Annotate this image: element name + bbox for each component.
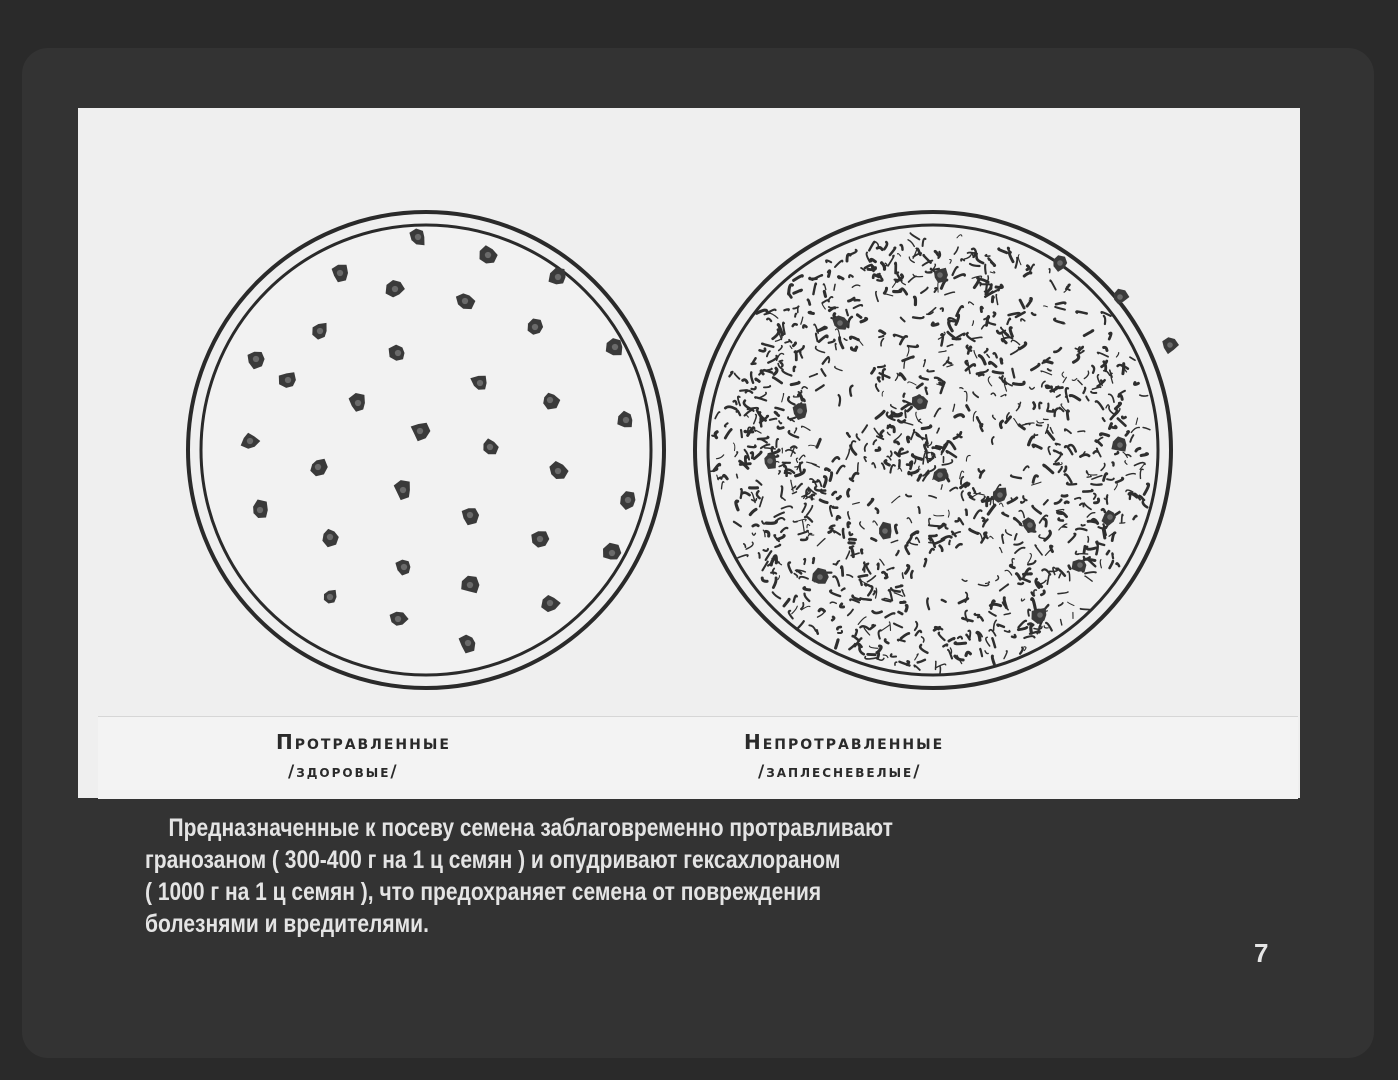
seed-center [1107, 514, 1113, 520]
mold-speck [737, 474, 738, 477]
mold-speck [908, 437, 909, 441]
mold-speck [1050, 546, 1052, 552]
mold-speck [795, 314, 796, 317]
mold-speck [902, 573, 903, 578]
seed-center [355, 400, 361, 406]
mold-speck [794, 367, 795, 371]
seed-center [1117, 294, 1123, 300]
mold-speck [908, 345, 918, 346]
seed-center [467, 512, 473, 518]
mold-speck [1091, 484, 1101, 485]
mold-speck [809, 312, 813, 313]
mold-speck [980, 424, 982, 431]
mold-speck [929, 525, 940, 526]
seed-center [547, 397, 553, 403]
mold-speck [858, 463, 859, 471]
mold-speck [828, 271, 829, 277]
slide-description [145, 812, 1111, 940]
seed-center [555, 468, 561, 474]
mold-speck [906, 606, 907, 611]
mold-speck [841, 567, 842, 576]
seed-center [767, 458, 773, 464]
mold-speck [785, 472, 791, 473]
seed-center [467, 582, 473, 588]
seed-center [1117, 442, 1123, 448]
mold-speck [848, 490, 849, 497]
mold-speck [761, 371, 763, 374]
mold-speck [849, 539, 855, 540]
mold-speck [878, 377, 880, 381]
mold-speck [1113, 462, 1114, 465]
mold-speck [966, 361, 968, 365]
seed-center [401, 564, 407, 570]
mold-speck [898, 640, 905, 642]
seed-center [1077, 562, 1083, 568]
mold-speck [804, 559, 805, 564]
mold-speck [1096, 544, 1097, 555]
seed-center [257, 507, 263, 513]
mold-speck [899, 612, 903, 614]
mold-speck [1078, 431, 1085, 432]
mold-speck [835, 343, 836, 349]
seed-center [817, 574, 823, 580]
mold-speck [1018, 583, 1023, 584]
mold-speck [795, 352, 796, 360]
mold-speck [1076, 312, 1086, 314]
seed-center [395, 350, 401, 356]
mold-speck [873, 591, 875, 594]
mold-speck [926, 272, 932, 273]
seed-center [327, 594, 333, 600]
seed-center [1037, 612, 1043, 618]
seed-center [317, 328, 323, 334]
mold-speck [824, 291, 825, 296]
mold-speck [1088, 521, 1097, 522]
mold-speck [1047, 404, 1048, 411]
mold-speck [781, 486, 782, 496]
mold-speck [778, 427, 783, 429]
mold-speck [885, 574, 887, 578]
seed-center [285, 377, 291, 383]
mold-speck [1069, 566, 1070, 569]
mold-speck [861, 550, 862, 553]
seed-center [1027, 522, 1033, 528]
mold-speck [1054, 463, 1059, 464]
seed-center [997, 492, 1003, 498]
mold-speck [987, 497, 988, 505]
seed-center [253, 356, 259, 362]
mold-speck [736, 501, 738, 510]
mold-speck [878, 275, 881, 277]
mold-speck [896, 586, 902, 588]
mold-speck [832, 617, 834, 620]
seed-center [537, 536, 543, 542]
mold-speck [808, 300, 810, 305]
seed-center [392, 286, 398, 292]
mold-speck [940, 382, 944, 384]
page-number: 7 [1254, 938, 1269, 968]
seed-center [625, 497, 631, 503]
seed-center [1057, 260, 1063, 266]
seed-center [462, 298, 468, 304]
mold-speck [953, 339, 961, 340]
mold-speck [1107, 551, 1109, 554]
mold-speck [984, 533, 986, 537]
description-line: ( 1000 г на 1 ц семян ), что предохраняет семена от повреждения [145, 878, 822, 906]
mold-speck [1034, 434, 1037, 435]
petri-dish-untreated [695, 212, 1179, 688]
mold-speck [1049, 269, 1050, 273]
mold-speck [992, 297, 993, 302]
mold-speck [1046, 386, 1051, 387]
mold-speck [1065, 467, 1066, 472]
mold-speck [1083, 490, 1092, 492]
mold-speck [1141, 454, 1147, 456]
mold-speck [1107, 495, 1108, 504]
mold-speck [1024, 574, 1032, 575]
seed-center [555, 274, 561, 280]
seed-center [247, 438, 253, 444]
mold-speck [1112, 553, 1113, 558]
mold-speck [826, 469, 830, 471]
mold-speck [950, 321, 957, 322]
mold-speck [915, 297, 916, 304]
mold-speck [913, 317, 923, 318]
mold-speck [990, 604, 1000, 605]
mold-speck [905, 410, 906, 417]
mold-speck [1058, 387, 1062, 388]
label-strip [98, 716, 1298, 799]
mold-speck [1088, 537, 1089, 543]
mold-speck [1001, 359, 1002, 363]
mold-speck [985, 265, 986, 274]
mold-speck [977, 373, 981, 374]
seed-center [837, 320, 843, 326]
mold-speck [1067, 411, 1068, 420]
seed-center [487, 444, 493, 450]
mold-speck [1010, 328, 1012, 337]
mold-speck [1122, 417, 1125, 418]
mold-speck [817, 630, 818, 633]
mold-speck [1062, 496, 1067, 497]
mold-speck [871, 259, 876, 261]
mold-speck [864, 562, 865, 572]
untreated-title: Непротравленные [744, 730, 945, 754]
mold-speck [1021, 501, 1024, 503]
mold-speck [753, 525, 758, 526]
mold-speck [793, 521, 797, 522]
mold-speck [1080, 609, 1090, 610]
mold-speck [907, 662, 909, 665]
mold-speck [1130, 495, 1131, 499]
mold-speck [1109, 333, 1111, 339]
mold-speck [745, 456, 746, 464]
description-line: болезнями и вредителями. [145, 910, 429, 938]
mold-speck [940, 667, 941, 675]
mold-speck [1101, 434, 1109, 436]
mold-speck [878, 564, 879, 569]
mold-speck [891, 451, 892, 456]
mold-speck [813, 558, 814, 563]
mold-speck [848, 523, 850, 527]
mold-speck [888, 425, 890, 428]
seed-center [797, 408, 803, 414]
mold-speck [918, 507, 919, 513]
mold-speck [949, 541, 950, 545]
seed-center [327, 534, 333, 540]
mold-speck [929, 535, 936, 536]
mold-speck [1065, 502, 1068, 503]
mold-speck [856, 630, 857, 635]
seed-center [917, 398, 923, 404]
mold-speck [878, 646, 881, 652]
mold-speck [895, 525, 897, 533]
seed-center [465, 640, 471, 646]
mold-speck [955, 643, 966, 644]
mold-speck [1110, 424, 1112, 429]
untreated-subtitle: /заплесневелые/ [758, 762, 922, 782]
mold-speck [824, 477, 826, 487]
mold-speck [981, 307, 982, 311]
mold-speck [926, 387, 928, 394]
mold-speck [718, 477, 722, 478]
mold-speck [1134, 383, 1138, 385]
seed-center [315, 464, 321, 470]
mold-speck [859, 575, 867, 577]
mold-speck [1123, 364, 1124, 374]
mold-speck [1103, 529, 1105, 538]
seed-center [337, 270, 343, 276]
mold-speck [833, 507, 838, 508]
mold-speck [911, 571, 912, 578]
mold-speck [741, 430, 742, 437]
seed-center [937, 272, 943, 278]
mold-speck [784, 309, 789, 310]
mold-speck [961, 259, 964, 261]
petri-dishes-illustration [180, 205, 1180, 700]
mold-speck [859, 644, 862, 647]
mold-speck [1005, 631, 1010, 632]
mold-speck [1004, 337, 1009, 338]
treated-title: Протравленные [276, 730, 451, 754]
seed-center [485, 252, 491, 258]
seed-center [882, 528, 888, 534]
mold-speck [943, 644, 947, 646]
description-line: Предназначенные к посеву семена заблаговременно протравливают [168, 814, 893, 842]
mold-speck [907, 465, 910, 466]
seed-center [609, 550, 615, 556]
mold-speck [1075, 498, 1081, 499]
mold-speck [877, 652, 879, 658]
seed-center [415, 234, 421, 240]
mold-speck [894, 290, 901, 291]
mold-speck [843, 529, 844, 538]
mold-speck [779, 361, 782, 362]
mold-speck [924, 559, 926, 566]
petri-dish-treated [188, 212, 664, 688]
mold-speck [975, 614, 980, 615]
mold-speck [993, 372, 1003, 374]
seed-center [477, 380, 483, 386]
seed-center [1167, 342, 1173, 348]
mold-speck [898, 421, 904, 423]
seed-center [532, 324, 538, 330]
mold-speck [966, 510, 967, 515]
mold-speck [904, 394, 905, 397]
seed-center [612, 344, 618, 350]
mold-speck [979, 374, 984, 375]
description-line: гранозаном ( 300-400 г на 1 ц семян ) и опудривают гексахлораном [145, 846, 841, 874]
mold-speck [860, 598, 870, 600]
seed-center [400, 487, 406, 493]
mold-speck [1084, 546, 1085, 552]
mold-speck [838, 277, 843, 279]
mold-speck [1044, 361, 1052, 363]
seed-center [395, 616, 401, 622]
mold-speck [1120, 523, 1125, 524]
treated-subtitle: /здоровые/ [288, 762, 399, 782]
seed-center [623, 417, 629, 423]
mold-speck [1056, 444, 1060, 445]
mold-speck [810, 278, 817, 279]
mold-speck [756, 379, 759, 381]
mold-speck [837, 516, 840, 519]
mold-speck [1081, 525, 1084, 526]
mold-speck [994, 313, 996, 317]
seed-center [547, 600, 553, 606]
mold-speck [941, 334, 943, 345]
mold-speck [759, 553, 760, 558]
seed-center [417, 428, 423, 434]
mold-speck [1034, 403, 1035, 409]
mold-speck [1126, 431, 1129, 435]
seed-center [937, 472, 943, 478]
mold-speck [1056, 303, 1065, 305]
